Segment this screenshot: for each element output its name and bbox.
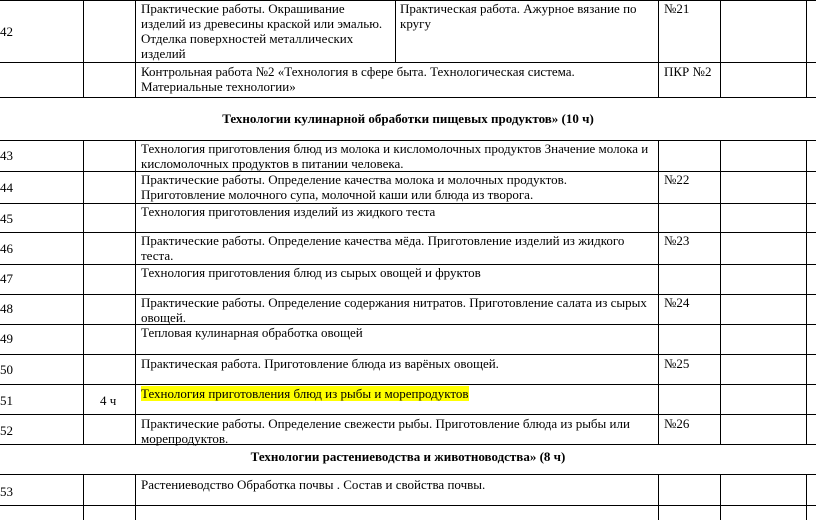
row-number: 43 bbox=[0, 148, 13, 163]
table-border bbox=[658, 474, 659, 520]
lesson-topic: Технология приготовления блюд из сырых овощей и фруктов bbox=[141, 265, 481, 280]
row-number: 50 bbox=[0, 362, 13, 377]
table-border bbox=[395, 0, 396, 62]
practical-work: Практическая работа. Ажурное вязание по кругу bbox=[400, 1, 637, 31]
table-border bbox=[658, 0, 659, 97]
table-border bbox=[0, 474, 816, 475]
table-border bbox=[83, 140, 84, 444]
highlighted-topic: Технология приготовления блюд из рыбы и морепродуктов bbox=[141, 386, 469, 401]
table-border bbox=[0, 354, 816, 355]
hours-count: 4 ч bbox=[100, 393, 117, 408]
row-number: 47 bbox=[0, 271, 13, 286]
table-border bbox=[720, 140, 721, 444]
table-border bbox=[806, 474, 807, 520]
table-border bbox=[135, 474, 136, 520]
row-number: 44 bbox=[0, 180, 13, 195]
lesson-topic bbox=[141, 386, 469, 401]
row-number: 53 bbox=[0, 484, 13, 499]
work-code: №24 bbox=[664, 295, 690, 310]
lesson-topic: Тепловая кулинарная обработка овощей bbox=[141, 325, 363, 340]
table-border bbox=[806, 140, 807, 444]
lesson-topic: Технология приготовления блюд из молока и кисломолочных продуктов Значение молока и кисломолочных продуктов в питании человека. bbox=[141, 141, 649, 171]
lesson-topic: Практическая работа. Приготовление блюда из варёных овощей. bbox=[141, 356, 499, 371]
table-border bbox=[0, 414, 816, 415]
table-border bbox=[0, 384, 816, 385]
row-number: 49 bbox=[0, 331, 13, 346]
row-number: 51 bbox=[0, 393, 13, 408]
table-border bbox=[135, 0, 136, 97]
lesson-topic: Практические работы. Окрашивание изделий из древесины краской или эмалью. Отделка поверхностей металлических изделий bbox=[141, 1, 383, 61]
table-border bbox=[806, 0, 807, 97]
work-code: №26 bbox=[664, 416, 690, 431]
lesson-topic: Практические работы. Определение свежести рыбы. Приготовление блюда из рыбы или морепродуктов. bbox=[141, 416, 630, 446]
lesson-topic: Технология приготовления изделий из жидкого теста bbox=[141, 204, 436, 219]
table-border bbox=[135, 140, 136, 444]
section-heading: Технологии растениеводства и животноводства» (8 ч) bbox=[250, 449, 566, 464]
row-number: 48 bbox=[0, 301, 13, 316]
table-border bbox=[720, 0, 721, 97]
work-code: №25 bbox=[664, 356, 690, 371]
table-border bbox=[0, 97, 816, 98]
lesson-topic: Растениеводство Обработка почвы . Состав и свойства почвы. bbox=[141, 477, 486, 492]
row-number: 42 bbox=[0, 24, 13, 39]
table-border bbox=[0, 62, 816, 63]
row-number: 45 bbox=[0, 211, 13, 226]
lesson-topic: Контрольная работа №2 «Технология в сфере быта. Технологическая система. Материальные технологии» bbox=[141, 64, 575, 94]
work-code: ПКР №2 bbox=[664, 64, 712, 79]
row-number: 46 bbox=[0, 241, 13, 256]
table-border bbox=[83, 0, 84, 97]
section-heading: Технологии кулинарной обработки пищевых продуктов» (10 ч) bbox=[222, 111, 594, 126]
table-border bbox=[83, 474, 84, 520]
lesson-topic: Практические работы. Определение качества мёда. Приготовление изделий из жидкого теста. bbox=[141, 233, 625, 263]
table-border bbox=[658, 140, 659, 444]
work-code: №21 bbox=[664, 1, 690, 16]
lesson-topic: Практические работы. Определение качества молока и молочных продуктов. Приготовление молочного супа, молочной каши или блюда из творога. bbox=[141, 172, 568, 202]
work-code: №22 bbox=[664, 172, 690, 187]
row-number: 52 bbox=[0, 423, 13, 438]
table-border bbox=[0, 505, 816, 506]
lesson-topic: Практические работы. Определение содержания нитратов. Приготовление салата из сырых овощей. bbox=[141, 295, 647, 325]
table-border bbox=[720, 474, 721, 520]
work-code: №23 bbox=[664, 233, 690, 248]
